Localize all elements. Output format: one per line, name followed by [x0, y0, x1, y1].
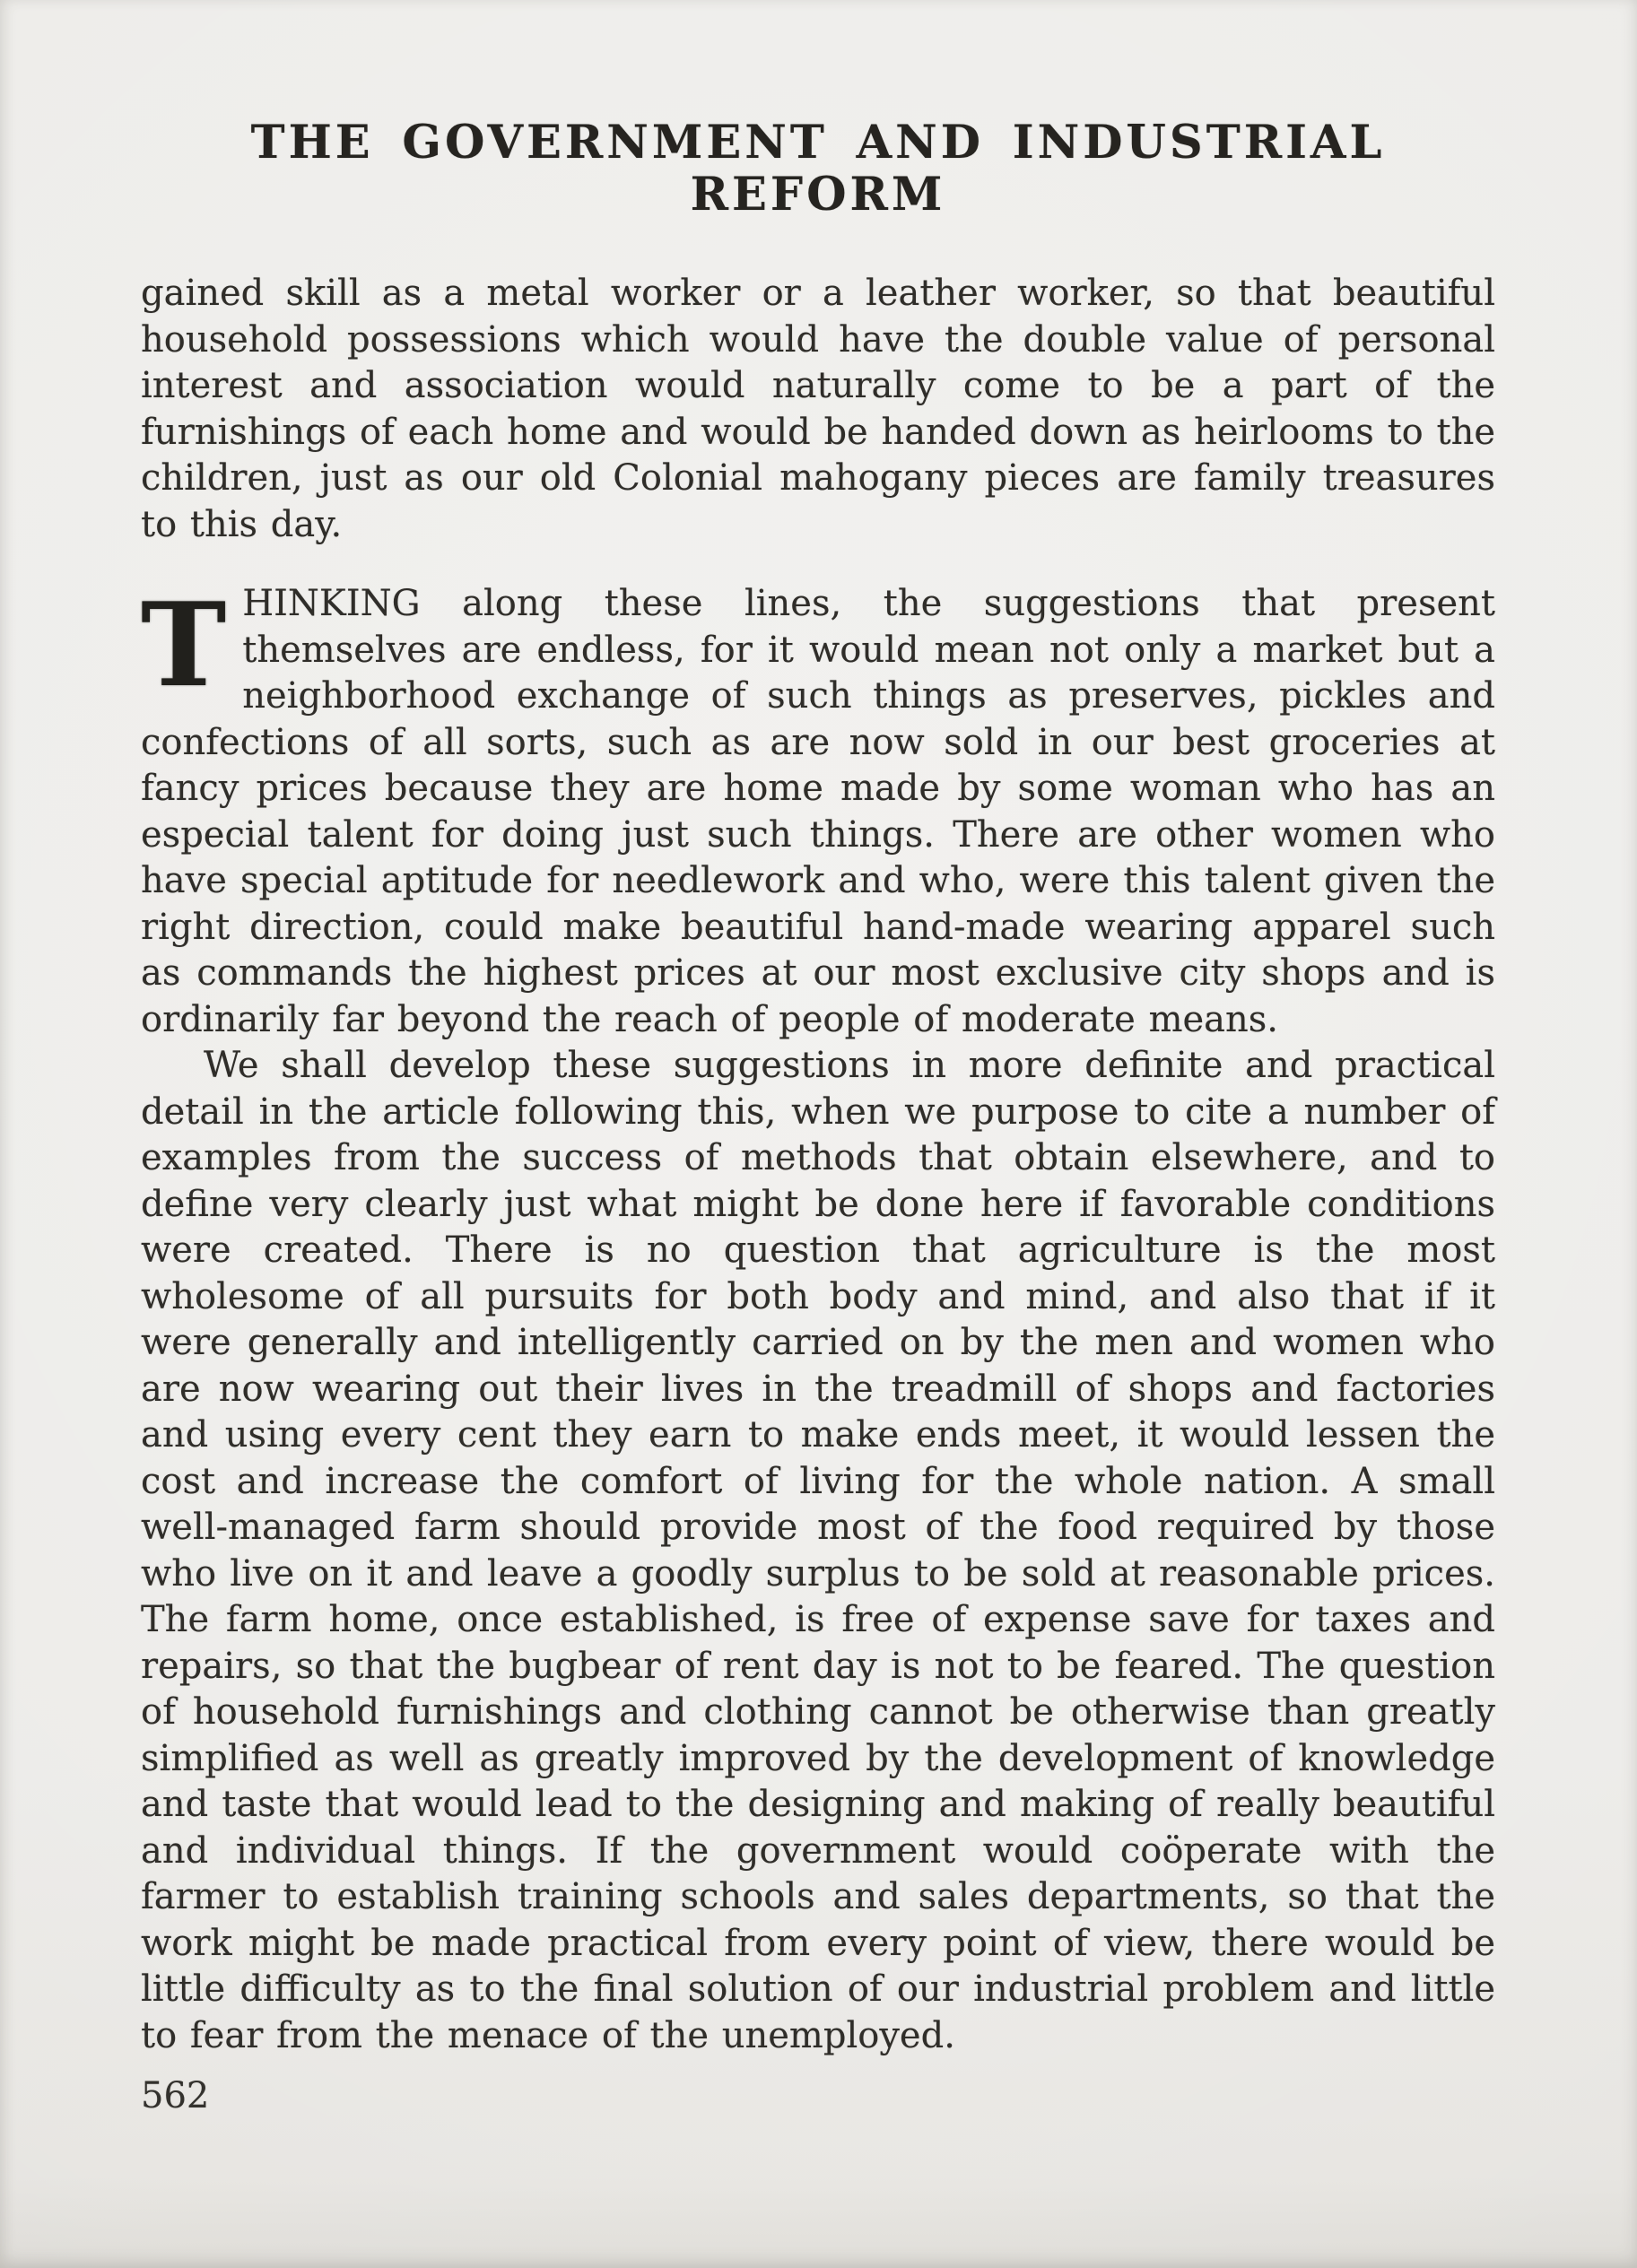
- develop-paragraph: We shall develop these suggestions in more definite and practical detail in the article following this, when we purpose to cite a number of examples from the success of methods that obtain elsewhere, and to define very clearly just what might be done here if favorable conditions were created. There is no question that agriculture is the most wholesome of all pursuits for both body and mind, and also that if it were generally and intelligently carried on by the men and women who are now wearing out their lives in the treadmill of shops and factories and using every cent they earn to make ends meet, it would lessen the cost and increase the comfort of living for the whole nation. A small well-managed farm should provide most of the food required by those who live on it and leave a goodly surplus to be sold at reasonable prices. The farm home, once established, is free of expense save for taxes and repairs, so that the bugbear of rent day is not to be feared. The question of household furnishings and clothing cannot be otherwise than greatly simplified as well as greatly improved by the development of knowledge and taste that would lead to the designing and making of really beautiful and individual things. If the government would coöperate with the farmer to establish training schools and sales departments, so that the work might be made practical from every point of view, there would be little difficulty as to the final solution of our industrial problem and little to fear from the menace of the unemployed.: [141, 1045, 1495, 2056]
- thinking-paragraph: [141, 578, 1495, 1043]
- page-title: THE GOVERNMENT AND INDUSTRIAL REFORM: [250, 116, 1386, 222]
- thinking-paragraph-text: HINKING along these lines, the suggestions that present themselves are endless, for it would mean not only a market but a neighborhood exchange of such things as preserves, pickles and confections of all sorts, such as are now sold in our best groceries at fancy prices because they are home made by some woman who has an especial talent for doing just such things. There are other women who have special aptitude for needlework and who, were this talent given the right direction, could make beautiful hand-made wearing apparel such as commands the highest prices at our most exclusive city shops and is ordinarily far beyond the reach of people of moderate means.: [141, 583, 1495, 1040]
- opening-paragraph: gained skill as a metal worker or a leather worker, so that beautiful household possessions which would have the double value of personal interest and association would naturally come to be a part of the furnishings of each home and would be handed down as heirlooms to the children, just as our old Colonial mahogany pieces are family treasures to this day.: [141, 273, 1495, 545]
- drop-cap-letter: T: [141, 578, 227, 713]
- text-block: [141, 0, 1495, 2059]
- page-number: 562: [141, 2075, 210, 2116]
